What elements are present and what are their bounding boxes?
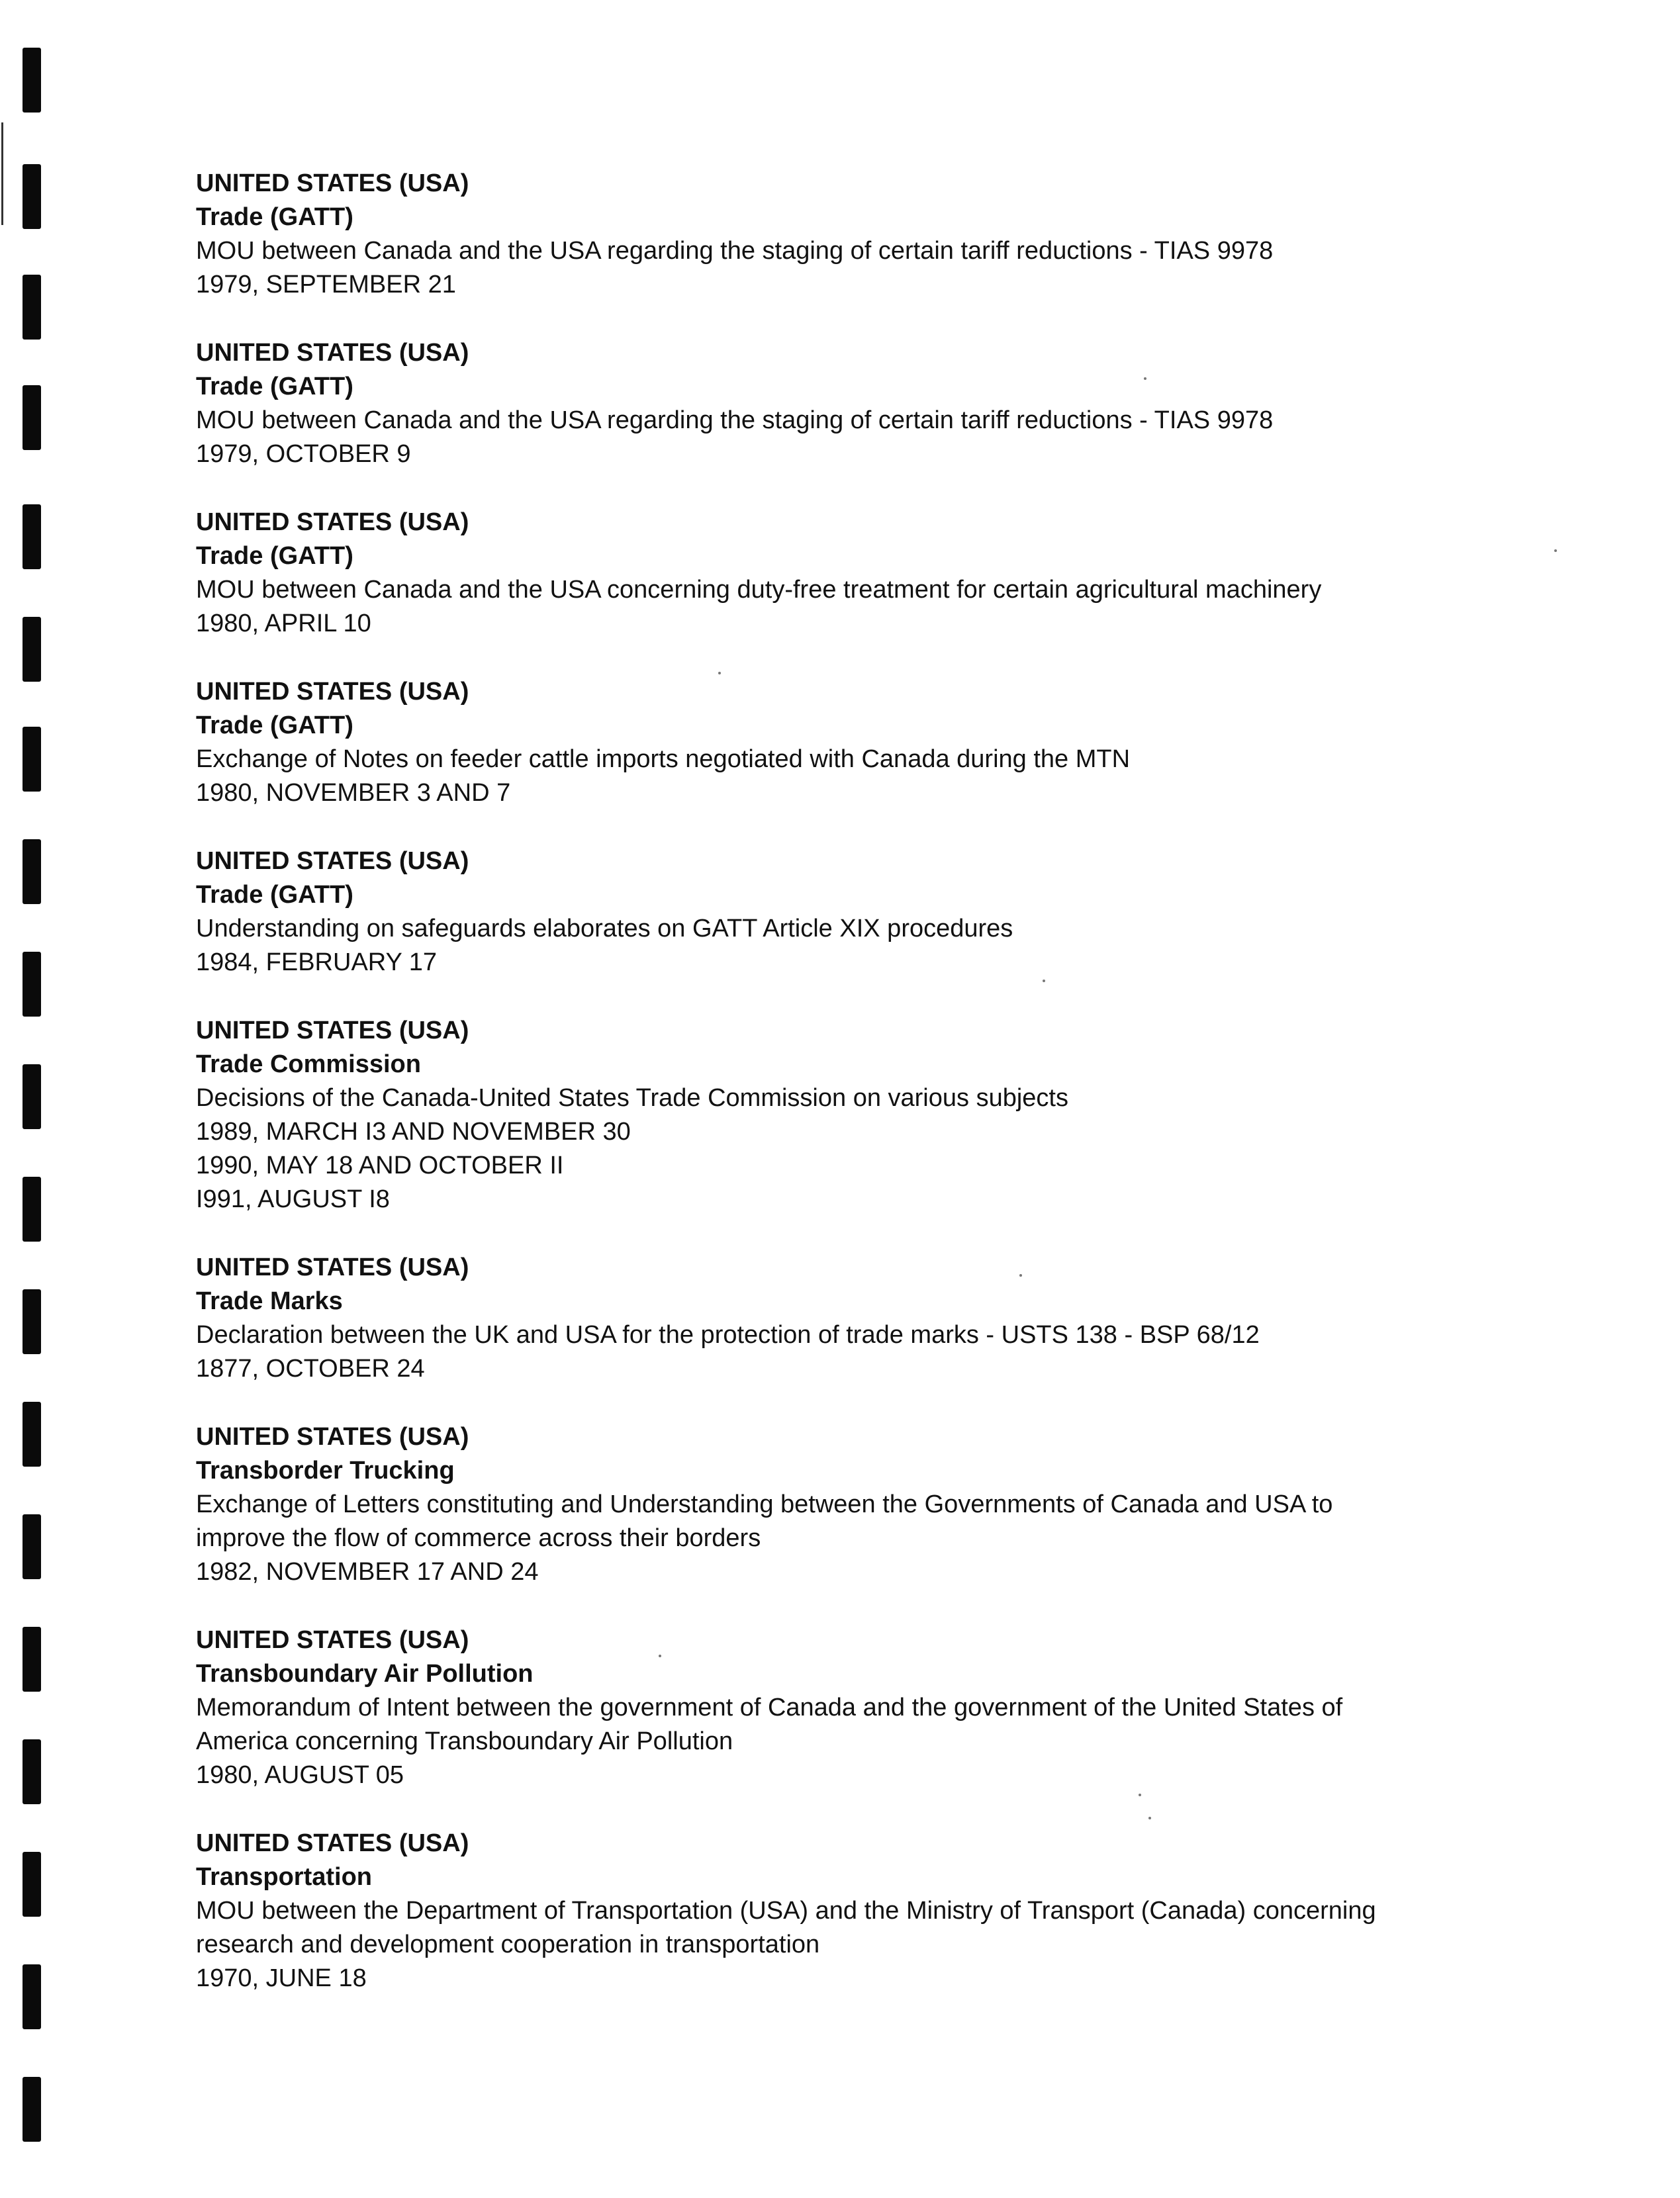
binding-hole-mark xyxy=(23,1402,41,1467)
entry-description xyxy=(196,1691,1626,1759)
entry-description-line: research and development cooperation in transportation xyxy=(196,1931,820,1958)
list-item xyxy=(196,1251,1626,1386)
binding-hole-mark xyxy=(23,1739,41,1804)
entry-date: 1979, SEPTEMBER 21 xyxy=(196,271,456,298)
entry-date: I991, AUGUST I8 xyxy=(196,1185,390,1213)
entry-country: UNITED STATES (USA) xyxy=(196,1829,469,1857)
binding-hole-mark xyxy=(23,617,41,682)
entry-topic: Trade (GATT) xyxy=(196,881,353,909)
entry-topic: Trade Marks xyxy=(196,1287,343,1315)
entry-date: 1970, JUNE 18 xyxy=(196,1964,367,1992)
list-item xyxy=(196,336,1626,471)
entry-topic: Trade (GATT) xyxy=(196,711,353,739)
binding-hole-mark xyxy=(23,727,41,792)
binding-hole-mark xyxy=(23,164,41,229)
entry-country: UNITED STATES (USA) xyxy=(196,847,469,875)
binding-hole-mark xyxy=(23,1852,41,1917)
binding-hole-mark xyxy=(23,1627,41,1692)
binding-hole-mark xyxy=(23,48,41,113)
entry-topic: Trade (GATT) xyxy=(196,203,353,231)
entry-description-line: Memorandum of Intent between the government of Canada and the government of the United States of xyxy=(196,1694,1343,1721)
entry-topic: Trade (GATT) xyxy=(196,373,353,400)
binding-hole-mark xyxy=(23,504,41,569)
entry-country: UNITED STATES (USA) xyxy=(196,1626,469,1654)
entry-topic: Transportation xyxy=(196,1863,373,1891)
list-item xyxy=(196,167,1626,302)
entry-list xyxy=(196,167,1626,2030)
entry-country: UNITED STATES (USA) xyxy=(196,678,469,706)
entry-country: UNITED STATES (USA) xyxy=(196,339,469,367)
binding-hole-mark xyxy=(23,1064,41,1129)
binding-hole-mark xyxy=(23,839,41,904)
binding-hole-mark xyxy=(23,1289,41,1354)
binding-holes xyxy=(0,0,79,2198)
entry-date: 1984, FEBRUARY 17 xyxy=(196,948,438,976)
binding-hole-mark xyxy=(23,1964,41,2029)
entry-country: UNITED STATES (USA) xyxy=(196,1254,469,1281)
entry-description: Exchange of Notes on feeder cattle imports negotiated with Canada during the MTN xyxy=(196,745,1131,773)
page-edge-line xyxy=(1,122,3,225)
entry-description-line: America concerning Transboundary Air Pollution xyxy=(196,1727,733,1755)
entry-description-line: improve the flow of commerce across their borders xyxy=(196,1524,761,1552)
entry-description xyxy=(196,1488,1626,1555)
entry-date: 1979, OCTOBER 9 xyxy=(196,440,411,468)
binding-hole-mark xyxy=(23,1514,41,1579)
entry-country: UNITED STATES (USA) xyxy=(196,1423,469,1451)
entry-description-line: Exchange of Letters constituting and Understanding between the Governments of Canada and USA to xyxy=(196,1490,1333,1518)
entry-description: MOU between Canada and the USA regarding the staging of certain tariff reductions - TIAS 9978 xyxy=(196,406,1274,434)
entry-date: 1989, MARCH I3 AND NOVEMBER 30 xyxy=(196,1118,631,1146)
entry-topic: Transboundary Air Pollution xyxy=(196,1660,534,1688)
entry-country: UNITED STATES (USA) xyxy=(196,169,469,197)
entry-date: 1980, APRIL 10 xyxy=(196,610,371,637)
entry-description: Decisions of the Canada-United States Trade Commission on various subjects xyxy=(196,1084,1068,1112)
entry-topic: Trade (GATT) xyxy=(196,542,353,570)
entry-date: 1980, AUGUST 05 xyxy=(196,1761,404,1789)
entry-date: 1982, NOVEMBER 17 AND 24 xyxy=(196,1558,539,1586)
entry-description: MOU between Canada and the USA regarding the staging of certain tariff reductions - TIAS 9978 xyxy=(196,237,1274,265)
list-item xyxy=(196,1014,1626,1216)
binding-hole-mark xyxy=(23,275,41,340)
entry-country: UNITED STATES (USA) xyxy=(196,1017,469,1044)
entry-date: 1877, OCTOBER 24 xyxy=(196,1355,425,1383)
entry-description: Declaration between the UK and USA for the protection of trade marks - USTS 138 - BSP 68/12 xyxy=(196,1321,1260,1349)
entry-date: 1990, MAY 18 AND OCTOBER II xyxy=(196,1152,564,1179)
list-item xyxy=(196,1420,1626,1589)
list-item xyxy=(196,675,1626,810)
binding-hole-mark xyxy=(23,2077,41,2142)
list-item xyxy=(196,1827,1626,1995)
list-item xyxy=(196,1624,1626,1792)
list-item xyxy=(196,845,1626,980)
entry-description xyxy=(196,1894,1626,1962)
entry-description-line: MOU between the Department of Transportation (USA) and the Ministry of Transport (Canada) concerning xyxy=(196,1897,1376,1925)
binding-hole-mark xyxy=(23,952,41,1017)
binding-hole-mark xyxy=(23,385,41,450)
entry-topic: Transborder Trucking xyxy=(196,1457,455,1485)
entry-description: MOU between Canada and the USA concerning duty-free treatment for certain agricultural machinery xyxy=(196,576,1322,604)
binding-hole-mark xyxy=(23,1177,41,1242)
list-item xyxy=(196,506,1626,641)
entry-country: UNITED STATES (USA) xyxy=(196,508,469,536)
entry-description: Understanding on safeguards elaborates on GATT Article XIX procedures xyxy=(196,915,1013,942)
entry-date: 1980, NOVEMBER 3 AND 7 xyxy=(196,779,511,807)
entry-topic: Trade Commission xyxy=(196,1050,421,1078)
